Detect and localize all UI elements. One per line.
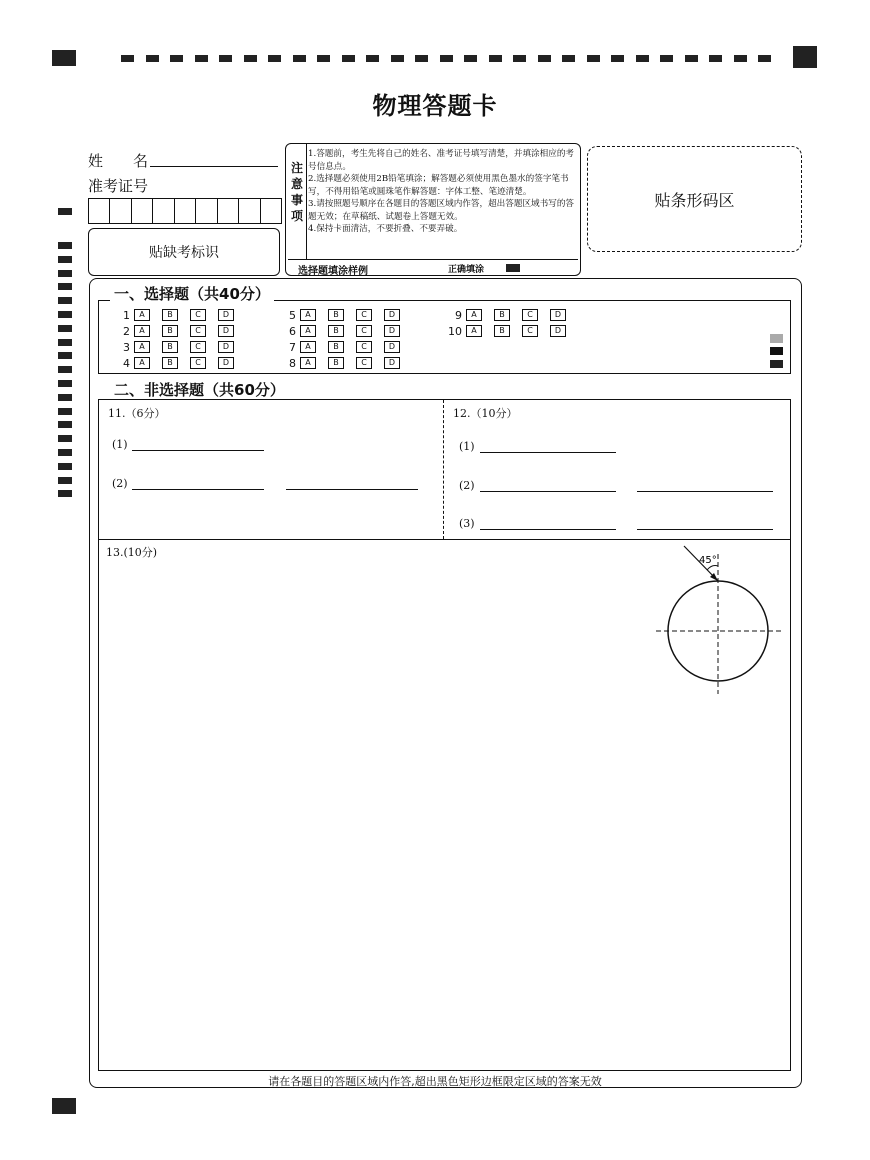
id-digit-cell[interactable] (153, 199, 174, 223)
timing-mark (58, 380, 72, 387)
mc-option-bubble[interactable]: A (134, 341, 150, 353)
timing-mark (58, 490, 72, 497)
q11-q12-divider (443, 400, 444, 539)
mc-option-bubble[interactable]: D (218, 357, 234, 369)
timing-mark (293, 55, 306, 62)
mc-option-bubble[interactable]: B (328, 309, 344, 321)
corner-mark-top-right (793, 46, 817, 68)
notice-char: 事 (290, 193, 303, 207)
mc-question-number: 4 (123, 356, 130, 370)
mc-option-bubble[interactable]: C (356, 357, 372, 369)
timing-mark (268, 55, 281, 62)
mc-question-row (114, 340, 246, 354)
mc-option-bubble[interactable]: C (190, 309, 206, 321)
timing-mark (58, 242, 72, 249)
mc-question-number: 3 (123, 340, 130, 354)
timing-mark (538, 55, 551, 62)
timing-mark (58, 477, 72, 484)
timing-mark (58, 449, 72, 456)
mc-option-bubble[interactable]: D (384, 309, 400, 321)
timing-mark (415, 55, 428, 62)
mc-option-bubble[interactable]: B (162, 309, 178, 321)
timing-mark (58, 339, 72, 346)
page-title: 物理答题卡 (372, 92, 498, 120)
mc-option-bubble[interactable]: C (190, 341, 206, 353)
absent-mark-label: 贴缺考标识 (149, 245, 219, 261)
mc-option-bubble[interactable]: B (494, 309, 510, 321)
timing-mark (58, 325, 72, 332)
mc-question-number: 8 (289, 356, 296, 370)
mc-option-bubble[interactable]: A (300, 309, 316, 321)
mc-question-row (114, 356, 246, 370)
fill-sample-row (288, 259, 578, 276)
timing-mark (513, 55, 526, 62)
mc-option-bubble[interactable]: B (162, 341, 178, 353)
notice-side-label (288, 160, 306, 224)
timing-mark (317, 55, 330, 62)
mc-option-bubble[interactable]: D (384, 325, 400, 337)
footer-note: 请在各题目的答题区域内作答,超出黑色矩形边框限定区域的答案无效 (268, 1075, 602, 1088)
mc-option-bubble[interactable]: A (466, 325, 482, 337)
mc-section-heading: 一、选择题（共40分） (110, 283, 274, 304)
q12-part-1: (1) (459, 440, 475, 453)
corner-mark-top-left (52, 50, 76, 66)
registration-mark (770, 360, 783, 368)
mc-option-bubble[interactable]: C (190, 325, 206, 337)
timing-mark (611, 55, 624, 62)
id-digit-cell[interactable] (110, 199, 131, 223)
mc-question-number: 9 (455, 308, 462, 322)
q13-angle-arc (707, 566, 718, 571)
id-digit-cell[interactable] (239, 199, 260, 223)
timing-mark (464, 55, 477, 62)
id-label: 准考证号 (88, 177, 149, 195)
mc-option-bubble[interactable]: A (466, 309, 482, 321)
q11-answer-2b[interactable] (286, 489, 418, 490)
notice-char: 注 (290, 161, 303, 175)
q13-angle-label: 45° (699, 555, 717, 566)
q12-answer-3b[interactable] (637, 529, 773, 530)
notice-item: 1.答题前，考生先将自己的姓名、准考证号填写清楚，并填涂相应的考号信息点。 (308, 149, 575, 172)
absent-mark-box (88, 228, 280, 276)
mc-option-bubble[interactable]: A (134, 357, 150, 369)
mc-option-bubble[interactable]: D (384, 341, 400, 353)
timing-mark (709, 55, 722, 62)
timing-mark (58, 463, 72, 470)
mc-option-bubble[interactable]: B (328, 341, 344, 353)
written-section-box (98, 399, 791, 1071)
mc-question-number: 5 (289, 308, 296, 322)
timing-mark (58, 283, 72, 290)
mc-option-bubble[interactable]: C (522, 325, 538, 337)
notice-char: 意 (290, 177, 303, 191)
timing-mark (342, 55, 355, 62)
timing-mark (58, 208, 72, 215)
mc-option-bubble[interactable]: B (494, 325, 510, 337)
mc-question-number: 7 (289, 340, 296, 354)
registration-mark (770, 347, 783, 355)
mc-option-bubble[interactable]: B (328, 325, 344, 337)
name-field[interactable] (150, 166, 278, 167)
fill-sample-label: 选择题填涂样例 (298, 266, 368, 277)
timing-mark (58, 394, 72, 401)
timing-mark (758, 55, 771, 62)
timing-mark (489, 55, 502, 62)
corner-mark-bottom-left (52, 1098, 76, 1114)
q12-answer-3a[interactable] (480, 529, 616, 530)
mc-question-number: 2 (123, 324, 130, 338)
mc-question-row (446, 308, 578, 322)
mc-option-bubble[interactable]: D (550, 325, 566, 337)
id-digit-cell[interactable] (89, 199, 110, 223)
q12-answer-1[interactable] (480, 452, 616, 453)
q12-answer-2a[interactable] (480, 491, 616, 492)
id-digit-cell[interactable] (196, 199, 217, 223)
timing-mark (219, 55, 232, 62)
q13-circle-diagram (650, 540, 790, 700)
mc-question-row (280, 308, 412, 322)
timing-mark (636, 55, 649, 62)
timing-mark (440, 55, 453, 62)
notice-item: 2.选择题必须使用2B铅笔填涂；解答题必须使用黑色墨水的签字笔书写，不得用铅笔或圆珠笔作解答题：字体工整、笔迹清楚。 (308, 174, 569, 197)
mc-option-bubble[interactable]: C (356, 325, 372, 337)
q11-answer-1[interactable] (132, 450, 264, 451)
mc-option-bubble[interactable]: A (300, 341, 316, 353)
q11-part-2: (2) (112, 477, 128, 490)
mc-question-number: 1 (123, 308, 130, 322)
correct-fill-swatch (506, 264, 520, 272)
timing-mark (121, 55, 134, 62)
notice-list (308, 148, 576, 236)
mc-option-bubble[interactable]: A (300, 357, 316, 369)
timing-mark (58, 435, 72, 442)
q12-part-3: (3) (459, 517, 475, 530)
name-label: 姓 名 (88, 152, 149, 170)
q11-part-1: (1) (112, 438, 128, 451)
timing-mark (58, 256, 72, 263)
timing-mark (58, 297, 72, 304)
timing-mark (587, 55, 600, 62)
mc-question-row (446, 324, 578, 338)
correct-fill-label: 正确填涂 (448, 265, 485, 275)
mc-question-row (114, 308, 246, 322)
timing-mark (58, 408, 72, 415)
notice-char: 项 (290, 209, 303, 223)
mc-option-bubble[interactable]: C (356, 341, 372, 353)
mc-option-bubble[interactable]: D (218, 325, 234, 337)
barcode-label: 贴条形码区 (654, 190, 735, 210)
id-digit-cell[interactable] (175, 199, 196, 223)
timing-mark (58, 352, 72, 359)
mc-option-bubble[interactable]: C (190, 357, 206, 369)
timing-mark (58, 311, 72, 318)
timing-mark (195, 55, 208, 62)
timing-mark (58, 366, 72, 373)
mc-question-number: 6 (289, 324, 296, 338)
registration-mark-light (770, 334, 783, 343)
mc-option-bubble[interactable]: C (522, 309, 538, 321)
id-digit-cell[interactable] (218, 199, 239, 223)
timing-mark (734, 55, 747, 62)
mc-option-bubble[interactable]: A (134, 309, 150, 321)
timing-mark (244, 55, 257, 62)
mc-question-row (114, 324, 246, 338)
notice-divider (306, 143, 307, 259)
mc-question-row (280, 324, 412, 338)
q11-title: 11.（6分） (108, 407, 166, 420)
mc-question-number: 10 (448, 324, 462, 338)
mc-option-bubble[interactable]: B (162, 325, 178, 337)
barcode-area (587, 146, 802, 252)
timing-mark (170, 55, 183, 62)
mc-option-bubble[interactable]: D (384, 357, 400, 369)
timing-mark (685, 55, 698, 62)
mc-option-bubble[interactable]: D (550, 309, 566, 321)
mc-option-bubble[interactable]: C (356, 309, 372, 321)
id-digit-cell[interactable] (261, 199, 281, 223)
mc-option-bubble[interactable]: A (300, 325, 316, 337)
q12-answer-2b[interactable] (637, 491, 773, 492)
notice-item: 4.保持卡面清洁，不要折叠、不要弄破。 (308, 224, 463, 234)
notice-item: 3.请按照题号顺序在各题目的答题区域内作答，超出答题区域书写的答题无效；在草稿纸、试题卷上答题无效。 (308, 199, 575, 222)
mc-option-bubble[interactable]: B (328, 357, 344, 369)
q12-title: 12.（10分） (453, 407, 518, 420)
id-digit-cell[interactable] (132, 199, 153, 223)
timing-mark (58, 270, 72, 277)
timing-mark (660, 55, 673, 62)
written-section-heading: 二、非选择题（共60分） (110, 379, 289, 400)
mc-option-bubble[interactable]: D (218, 309, 234, 321)
mc-question-row (280, 356, 412, 370)
mc-question-row (280, 340, 412, 354)
q13-title: 13.(10分) (106, 546, 158, 559)
q12-part-2: (2) (459, 479, 475, 492)
timing-mark (391, 55, 404, 62)
timing-mark (58, 421, 72, 428)
timing-mark (562, 55, 575, 62)
id-number-grid[interactable] (88, 198, 282, 224)
timing-mark (366, 55, 379, 62)
mc-option-bubble[interactable]: D (218, 341, 234, 353)
mc-option-bubble[interactable]: A (134, 325, 150, 337)
q11-answer-2a[interactable] (132, 489, 264, 490)
mc-option-bubble[interactable]: B (162, 357, 178, 369)
timing-mark (146, 55, 159, 62)
